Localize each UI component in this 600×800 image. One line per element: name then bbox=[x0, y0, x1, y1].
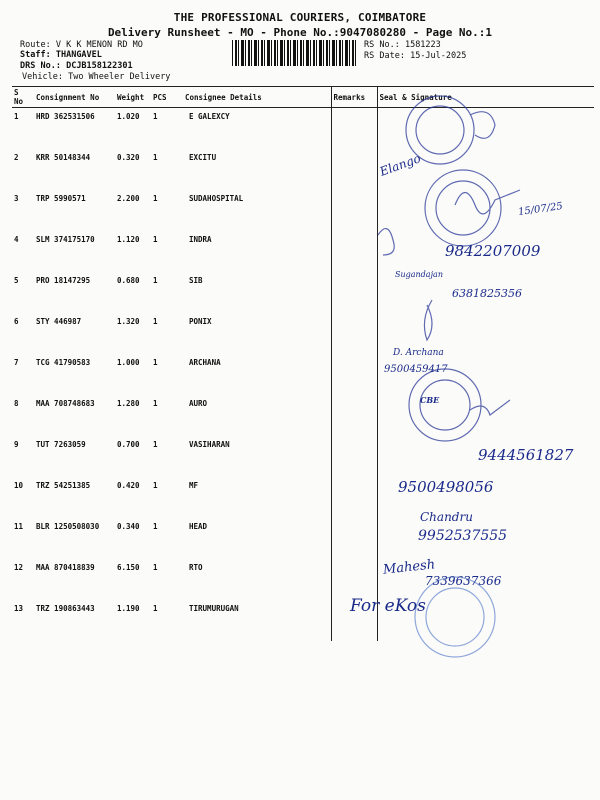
cell-weight: 0.700 bbox=[117, 440, 140, 449]
table-row bbox=[12, 600, 594, 641]
cell-weight: 0.320 bbox=[117, 153, 140, 162]
route-label: Route: bbox=[20, 40, 51, 50]
cell-weight: 0.680 bbox=[117, 276, 140, 285]
cell-weight: 0.340 bbox=[117, 522, 140, 531]
cell-consignee: SUDAHOSPITAL bbox=[189, 194, 244, 203]
handwriting-row5-name: Sugandajan bbox=[395, 270, 443, 279]
cell-consignment: TRP 5990571 bbox=[36, 194, 86, 203]
runsheet-table bbox=[12, 86, 594, 641]
handwriting-row7-phone: 9500459417 bbox=[384, 364, 448, 375]
handwriting-row3-date: 15/07/25 bbox=[517, 200, 564, 219]
cell-signature bbox=[377, 190, 594, 231]
cell-remarks bbox=[331, 149, 377, 190]
cell-pcs: 1 bbox=[153, 358, 158, 367]
cell-weight: 1.000 bbox=[117, 358, 140, 367]
cell-sno: 13 bbox=[14, 604, 24, 613]
cell-remarks bbox=[331, 272, 377, 313]
col-sno: S No bbox=[12, 87, 34, 108]
table-row bbox=[12, 190, 594, 231]
cell-pcs: 1 bbox=[153, 440, 158, 449]
cell-weight: 1.280 bbox=[117, 399, 140, 408]
rs-date-value: 15-Jul-2025 bbox=[410, 51, 467, 61]
cell-sno: 10 bbox=[14, 481, 24, 490]
cell-remarks bbox=[331, 190, 377, 231]
cell-consignee: MF bbox=[189, 481, 199, 490]
cell-signature bbox=[377, 477, 594, 518]
cell-pcs: 1 bbox=[153, 522, 158, 531]
cell-sno: 1 bbox=[14, 112, 19, 121]
col-weight: Weight bbox=[115, 87, 151, 108]
handwriting-row10-phone: 9500498056 bbox=[398, 478, 494, 496]
page-title: THE PROFESSIONAL COURIERS, COIMBATORE bbox=[173, 11, 427, 24]
table-row bbox=[12, 354, 594, 395]
staff-label: Staff: bbox=[20, 50, 51, 60]
cell-signature bbox=[377, 600, 594, 641]
cell-remarks bbox=[331, 395, 377, 436]
cell-consignment: STY 446987 bbox=[36, 317, 82, 326]
cell-signature bbox=[377, 354, 594, 395]
col-remarks: Remarks bbox=[331, 87, 377, 108]
stamp-row8-text: CBE bbox=[420, 395, 440, 405]
cell-pcs: 1 bbox=[153, 276, 158, 285]
table-row bbox=[12, 395, 594, 436]
cell-consignee: RTO bbox=[189, 563, 203, 572]
rs-no-label: RS No.: bbox=[364, 40, 400, 50]
drs-line bbox=[20, 61, 133, 71]
cell-sno: 2 bbox=[14, 153, 19, 162]
col-signature: Seal & Signature bbox=[377, 87, 594, 108]
rs-no-value: 1581223 bbox=[404, 40, 441, 50]
staff-line bbox=[20, 50, 102, 60]
rs-no-line bbox=[364, 40, 441, 50]
table-row bbox=[12, 149, 594, 190]
table-row bbox=[12, 559, 594, 600]
cell-consignment: KRR 50148344 bbox=[36, 153, 91, 162]
cell-pcs: 1 bbox=[153, 317, 158, 326]
cell-weight: 1.190 bbox=[117, 604, 140, 613]
cell-consignment: TCG 41790583 bbox=[36, 358, 91, 367]
cell-pcs: 1 bbox=[153, 112, 158, 121]
cell-consignee: AURO bbox=[189, 399, 208, 408]
cell-sno: 11 bbox=[14, 522, 24, 531]
cell-pcs: 1 bbox=[153, 399, 158, 408]
cell-consignee: HEAD bbox=[189, 522, 208, 531]
drs-value: DCJB158122301 bbox=[66, 61, 133, 71]
cell-consignment: MAA 708748683 bbox=[36, 399, 95, 408]
table-row bbox=[12, 436, 594, 477]
col-consignment: Consignment No bbox=[34, 87, 115, 108]
cell-weight: 1.020 bbox=[117, 112, 140, 121]
cell-weight: 6.150 bbox=[117, 563, 140, 572]
col-pcs: PCS bbox=[151, 87, 183, 108]
cell-remarks bbox=[331, 108, 377, 150]
cell-consignee: SIB bbox=[189, 276, 203, 285]
table-row bbox=[12, 477, 594, 518]
cell-pcs: 1 bbox=[153, 235, 158, 244]
route-line bbox=[20, 40, 143, 50]
cell-pcs: 1 bbox=[153, 604, 158, 613]
cell-consignee: TIRUMURUGAN bbox=[189, 604, 239, 613]
vehicle-value: Two Wheeler Delivery bbox=[68, 72, 171, 82]
handwriting-row12-name: Mahesh bbox=[382, 557, 436, 578]
handwriting-row4-phone: 9842207009 bbox=[445, 242, 541, 260]
cell-consignment: MAA 870418839 bbox=[36, 563, 95, 572]
cell-sno: 12 bbox=[14, 563, 24, 572]
table-row bbox=[12, 231, 594, 272]
cell-remarks bbox=[331, 313, 377, 354]
table-row bbox=[12, 313, 594, 354]
cell-weight: 1.120 bbox=[117, 235, 140, 244]
cell-signature bbox=[377, 149, 594, 190]
handwriting-row11-name: Chandru bbox=[420, 510, 473, 524]
cell-consignment: SLM 374175170 bbox=[36, 235, 95, 244]
handwriting-row13: For eKos bbox=[350, 596, 426, 616]
cell-pcs: 1 bbox=[153, 481, 158, 490]
barcode bbox=[232, 40, 357, 66]
cell-sno: 3 bbox=[14, 194, 19, 203]
cell-weight: 0.420 bbox=[117, 481, 140, 490]
cell-signature bbox=[377, 108, 594, 150]
cell-pcs: 1 bbox=[153, 153, 158, 162]
col-consignee: Consignee Details bbox=[183, 87, 331, 108]
cell-pcs: 1 bbox=[153, 194, 158, 203]
cell-sno: 7 bbox=[14, 358, 19, 367]
handwriting-row2: Elango bbox=[377, 151, 423, 179]
cell-sno: 5 bbox=[14, 276, 19, 285]
cell-pcs: 1 bbox=[153, 563, 158, 572]
cell-consignment: TRZ 190863443 bbox=[36, 604, 95, 613]
handwriting-row9-phone: 9444561827 bbox=[478, 446, 574, 464]
cell-consignee: ARCHANA bbox=[189, 358, 221, 367]
vehicle-label: Vehicle: bbox=[22, 72, 63, 82]
table-row bbox=[12, 518, 594, 559]
cell-sno: 8 bbox=[14, 399, 19, 408]
cell-remarks bbox=[331, 354, 377, 395]
rs-date-label: RS Date: bbox=[364, 51, 405, 61]
route-value: V K K MENON RD MO bbox=[55, 40, 143, 50]
table-row bbox=[12, 272, 594, 313]
cell-signature bbox=[377, 559, 594, 600]
cell-weight: 2.200 bbox=[117, 194, 140, 203]
cell-consignee: E GALEXCY bbox=[189, 112, 230, 121]
vehicle-line bbox=[22, 72, 170, 82]
cell-signature bbox=[377, 518, 594, 559]
cell-signature bbox=[377, 436, 594, 477]
cell-consignment: HRD 362531506 bbox=[36, 112, 95, 121]
cell-signature bbox=[377, 395, 594, 436]
handwriting-row11-phone: 9952537555 bbox=[418, 528, 508, 544]
cell-consignee: PONIX bbox=[189, 317, 212, 326]
handwriting-row6-phone: 6381825356 bbox=[452, 287, 522, 300]
cell-consignment: BLR 1250508030 bbox=[36, 522, 100, 531]
page-subtitle: Delivery Runsheet - MO - Phone No.:9047080280 - Page No.:1 bbox=[107, 26, 493, 39]
handwriting-row7-name: D. Archana bbox=[393, 348, 444, 358]
cell-remarks bbox=[331, 477, 377, 518]
cell-sno: 4 bbox=[14, 235, 19, 244]
cell-remarks bbox=[331, 231, 377, 272]
cell-sno: 6 bbox=[14, 317, 19, 326]
cell-remarks bbox=[331, 436, 377, 477]
cell-remarks bbox=[331, 518, 377, 559]
table-row bbox=[12, 108, 594, 150]
cell-consignee: INDRA bbox=[189, 235, 212, 244]
cell-consignment: PRO 18147295 bbox=[36, 276, 91, 285]
cell-consignee: VASIHARAN bbox=[189, 440, 230, 449]
cell-remarks bbox=[331, 600, 377, 641]
cell-signature bbox=[377, 313, 594, 354]
cell-weight: 1.320 bbox=[117, 317, 140, 326]
handwriting-row12-phone: 7339637366 bbox=[425, 574, 502, 588]
cell-consignee: EXCITU bbox=[189, 153, 217, 162]
cell-signature bbox=[377, 272, 594, 313]
cell-consignment: TRZ 54251385 bbox=[36, 481, 91, 490]
rs-date-line bbox=[364, 51, 466, 61]
cell-signature bbox=[377, 231, 594, 272]
cell-remarks bbox=[331, 559, 377, 600]
staff-value: THANGAVEL bbox=[55, 50, 102, 60]
cell-sno: 9 bbox=[14, 440, 19, 449]
drs-label: DRS No.: bbox=[20, 61, 61, 71]
table-header-row bbox=[12, 87, 594, 108]
cell-consignment: TUT 7263059 bbox=[36, 440, 86, 449]
